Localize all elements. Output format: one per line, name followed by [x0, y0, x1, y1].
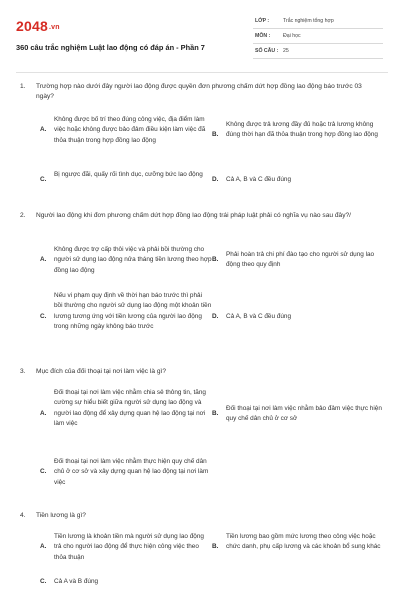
- option-text: Không được trợ cấp thôi việc và phải bồi thường cho người sử dụng lao động nửa tháng tiền lương theo hợp đồng lao động: [54, 246, 212, 274]
- option-letter: D.: [212, 176, 219, 183]
- option-letter: A.: [40, 256, 47, 263]
- option-letter: C.: [40, 578, 47, 585]
- question-text: Người lao động khi đơn phương chấm dứt hợp đồng lao động trái pháp luật phải có nghĩa vụ nào sau đây?/: [36, 212, 352, 219]
- option-letter: A.: [40, 410, 47, 417]
- header-divider: [16, 72, 388, 73]
- meta-label: SỐ CÂU :: [255, 48, 279, 54]
- option-text: Cả A và B đúng: [54, 578, 99, 585]
- question-2: [20, 211, 380, 361]
- meta-row-count: [253, 44, 383, 59]
- logo-text: 2048: [16, 18, 48, 34]
- option-text: Cả A, B và C đều đúng: [226, 313, 292, 320]
- option-text: Đối thoại tại nơi làm việc nhằm thực hiện quy chế dân chủ ở cơ sở và xây dựng quan hệ lao động tại nơi làm việc: [54, 458, 209, 486]
- option-letter: B.: [212, 410, 219, 417]
- question-text: Mục đích của đối thoại tại nơi làm việc là gì?: [36, 368, 167, 375]
- question-text: Trường hợp nào dưới đây người lao động được quyền đơn phương chấm dứt hợp đồng lao động báo trước 03 ngày?: [36, 83, 362, 100]
- option-text: Cả A, B và C đều đúng: [226, 176, 292, 183]
- option-letter: B.: [212, 131, 219, 138]
- option-text: Nếu vi phạm quy định về thời hạn báo trước thì phải bồi thường cho người sử dụng lao động một khoản tiền lương tương ứng với tiền lương của người lao động trong những ngày không báo trước: [54, 292, 212, 330]
- question-3: [20, 367, 380, 507]
- question-number: 4.: [20, 512, 26, 519]
- option-text: Đối thoại tại nơi làm việc nhằm bảo đảm việc thực hiện quy chế dân chủ ở cơ sở: [226, 405, 382, 423]
- meta-table: [253, 14, 383, 59]
- question-4: [20, 511, 380, 596]
- option-letter: B.: [212, 256, 219, 263]
- option-text: Không được trả lương đầy đủ hoặc trả lương không đúng thời hạn đã thỏa thuận trong hợp đồng lao động: [226, 121, 378, 139]
- meta-value: Đại học: [283, 33, 301, 39]
- meta-label: MÔN :: [255, 33, 271, 39]
- question-1: [20, 82, 380, 202]
- question-number: 1.: [20, 83, 26, 90]
- meta-label: LỚP :: [255, 18, 270, 24]
- option-letter: B.: [212, 543, 219, 550]
- option-text: Bị ngược đãi, quấy rối tình dục, cưỡng bức lao động: [54, 171, 203, 178]
- option-letter: C.: [40, 468, 47, 475]
- site-logo[interactable]: [16, 18, 60, 34]
- option-text: Tiền lương là khoản tiền mà người sử dụng lao động trả cho người lao động để thực hiện công việc theo thỏa thuận: [54, 533, 204, 561]
- option-text: Không được bố trí theo đúng công việc, địa điểm làm việc hoặc không được bảo đảm điều kiện làm việc đã thỏa thuận trong hợp đồng lao động: [54, 116, 206, 144]
- option-letter: A.: [40, 543, 47, 550]
- logo-suffix: .vn: [48, 23, 60, 31]
- meta-row-class: [253, 14, 383, 29]
- page-title: 360 câu trắc nghiệm Luật lao động có đáp án - Phần 7: [16, 43, 205, 52]
- option-text: Đối thoại tại nơi làm việc nhằm chia sẻ thông tin, tăng cường sự hiểu biết giữa người sử dụng lao động và người lao động để xây dựng quan hệ lao động tại nơi làm việc: [54, 389, 206, 427]
- option-letter: C.: [40, 313, 47, 320]
- option-letter: C.: [40, 176, 47, 183]
- option-letter: D.: [212, 313, 219, 320]
- question-number: 3.: [20, 368, 26, 375]
- meta-value: Trắc nghiệm tổng hợp: [283, 18, 334, 24]
- option-letter: A.: [40, 126, 47, 133]
- question-number: 2.: [20, 212, 26, 219]
- meta-value: 25: [283, 48, 289, 54]
- option-text: Phải hoàn trả chi phí đào tạo cho người sử dụng lao động theo quy định: [226, 251, 375, 269]
- question-text: Tiền lương là gì?: [36, 512, 86, 519]
- option-text: Tiền lương bao gồm mức lương theo công việc hoặc chức danh, phụ cấp lương và các khoản bổ sung khác: [226, 533, 381, 551]
- meta-row-subject: [253, 29, 383, 44]
